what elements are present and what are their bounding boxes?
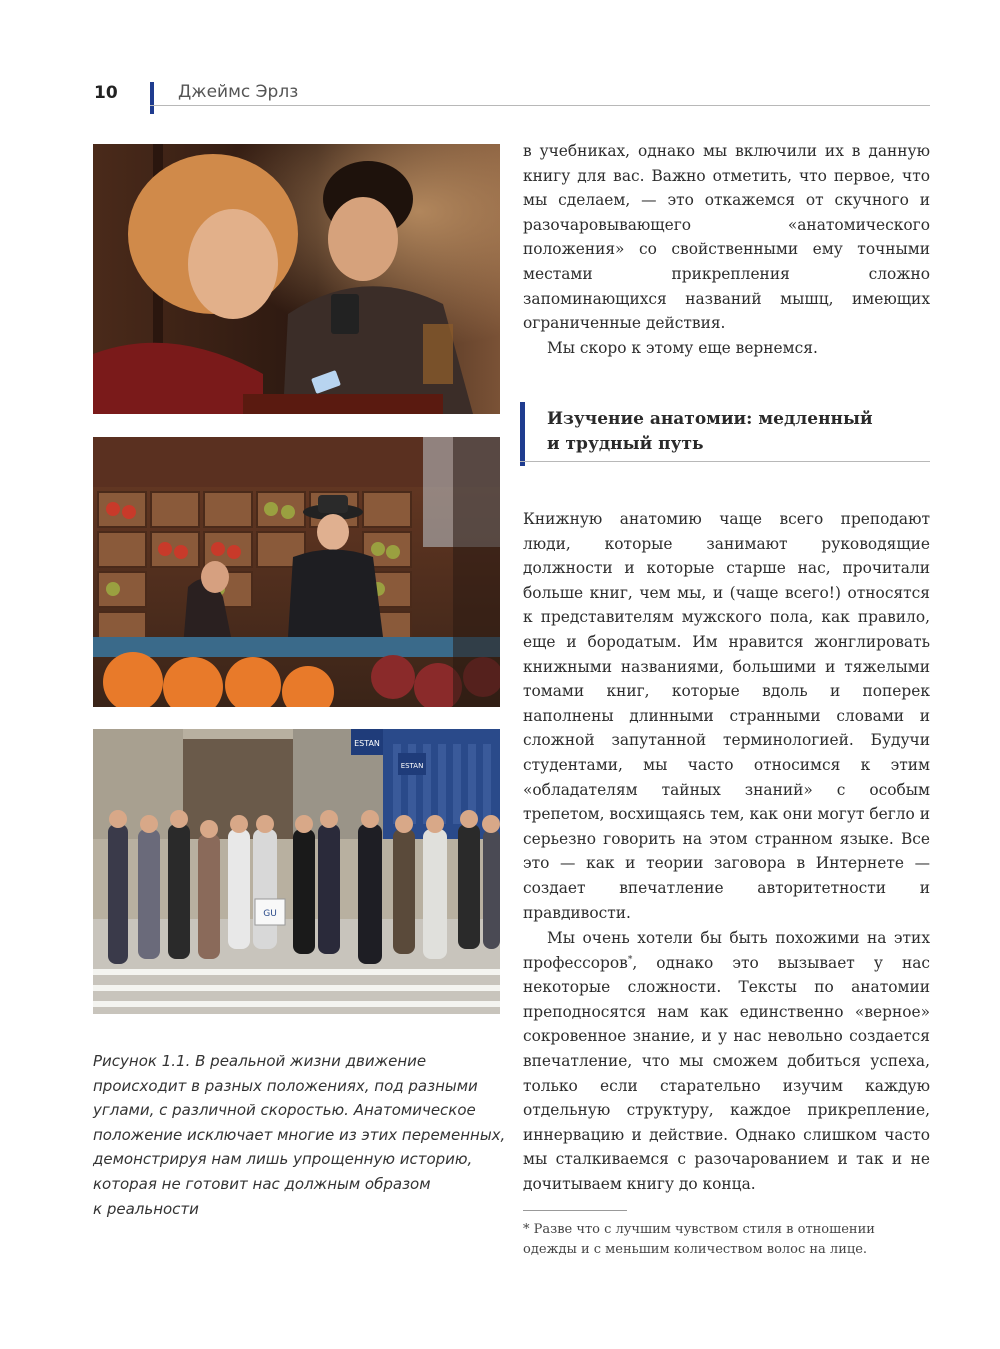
footnote-rule	[523, 1210, 627, 1211]
paragraph-book-anatomy: Книжную анатомию чаще всего преподают люди, которые занимают руководящие должности и которые старше нас, прочитали больше книг, чем мы, и (чаще всего!) относятся к представителям мужского пола, как правило, еще и бородатым. Им нравится жонглировать книжными названиями, большими и тяжелыми томами книг, которые вдоль и поперек наполнены длинными странными словами и сложной запутанной терминологией. Будучи студентами, мы часто относимся к этим «обладателям тайных знаний» с особым трепетом, восхищаясь тем, как они могут бегло и серьезно говорить на этом странном языке. Все это — как и теории заговора в Интернете — создает впечатление авторитетности и правдивости.	[523, 510, 930, 922]
footnote: * Разве что с лучшим чувством стиля в отношении одежды и с меньшим количеством волос на лице.	[523, 1222, 875, 1257]
paragraph-professors-text-b: , однако это вызывает у нас некоторые сложности. Тексты по анатомии преподносятся нам как единственно «верное» сокровенное знание, и у нас невольно создается впечатление, что мы сможем добиться успеха, только если старательно изучим каждую отдельную структуру, каждое прикрепление, иннервацию и действие. Однако слишком часто мы сталкиваемся с разочарованием и так и не дочитываем книгу до конца.	[523, 953, 930, 1193]
caption-line: положение исключает многие из этих переменных,	[93, 1125, 506, 1144]
section-heading	[547, 407, 930, 457]
section-heading-line: Изучение анатомии: медленный	[547, 409, 873, 429]
section-rule	[520, 461, 930, 462]
shopping-bag-label: GU	[263, 909, 277, 919]
caption-line: демонстрируя нам лишь упрощенную историю,	[93, 1150, 473, 1169]
paragraph-professors	[523, 926, 930, 1197]
header-author: Джеймс Эрлз	[178, 82, 299, 102]
caption-line: которая не готовит нас должным образом	[93, 1174, 431, 1193]
store-sign-left: ESTAN	[354, 739, 380, 748]
photo-fruit-market	[93, 437, 500, 707]
figure-caption	[93, 1049, 505, 1221]
paragraph-soon: Мы скоро к этому еще вернемся.	[547, 339, 818, 357]
running-header	[94, 80, 930, 110]
header-rule	[150, 105, 930, 106]
caption-line: к реальности	[93, 1199, 199, 1218]
section-heading-line: и трудный путь	[547, 434, 704, 454]
caption-line: углами, с различной скоростью. Анатомическое	[93, 1101, 476, 1120]
header-accent-bar	[150, 82, 154, 114]
caption-line: Рисунок 1.1. В реальной жизни движение	[93, 1052, 427, 1070]
caption-line: происходит в разных положениях, под разными	[93, 1076, 478, 1095]
footnote-marker: *	[627, 954, 633, 965]
section-accent-bar	[520, 402, 525, 466]
store-sign-right: ESTAN	[400, 762, 424, 770]
paragraph-professors-text-a: Мы очень хотели бы быть похожими на этих профессоров	[523, 929, 930, 972]
photo-people-with-phones	[93, 144, 500, 414]
paragraph-intro: в учебниках, однако мы включили их в данную книгу для вас. Важно отметить, что первое, что мы сделаем, — это откажемся от скучного и разочаровывающего «анатомического положения» со свойственными ему точными местами прикрепления сложно запоминающихся названий мышц, имеющих ограниченные действия.	[523, 142, 930, 333]
photo-street-crowd	[93, 729, 500, 1014]
page-number: 10	[94, 83, 118, 103]
